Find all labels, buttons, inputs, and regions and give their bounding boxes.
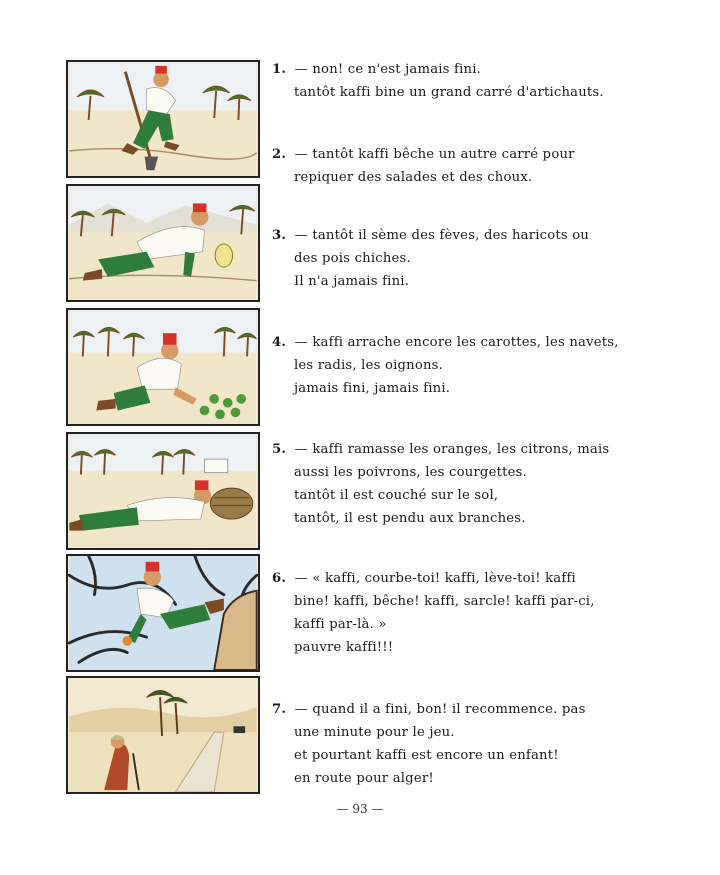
paragraph-line: en route pour alger! [294, 771, 434, 786]
paragraph-number: 3. [272, 228, 287, 243]
paragraph-5 [272, 438, 662, 530]
paragraph-line: — quand il a fini, bon! il recommence. pas [294, 702, 586, 717]
paragraph-6 [272, 567, 662, 659]
paragraph-number: 6. [272, 571, 287, 586]
paragraph-3 [272, 224, 662, 293]
illustration-lying [66, 432, 260, 550]
paragraph-line: — tantôt kaffi bêche un autre carré pour [294, 147, 575, 162]
paragraph-line: bine! kaffi, bêche! kaffi, sarcle! kaffi par-ci, [294, 594, 595, 609]
paragraph-line: des pois chiches. [294, 251, 411, 266]
paragraph-line: pauvre kaffi!!! [294, 640, 394, 655]
paragraph-line: — non! ce n'est jamais fini. [294, 62, 482, 77]
paragraph-line: kaffi par-là. » [294, 617, 387, 632]
paragraph-2 [272, 143, 662, 189]
paragraph-line: tantôt il est couché sur le sol, [294, 488, 499, 503]
man-lying-icon [68, 434, 258, 548]
illustration-road [66, 676, 260, 794]
man-in-tree-icon [68, 556, 258, 670]
illustration-digging [66, 60, 260, 178]
paragraph-number: 7. [272, 702, 287, 717]
illustration-tree [66, 554, 260, 672]
illustration-crawling [66, 184, 260, 302]
man-pulling-icon [68, 310, 258, 424]
man-crawling-icon [68, 186, 258, 300]
paragraph-line: tantôt kaffi bine un grand carré d'artichauts. [294, 85, 604, 100]
paragraph-number: 5. [272, 442, 287, 457]
paragraph-line: — « kaffi, courbe-toi! kaffi, lève-toi! kaffi [294, 571, 576, 586]
page-number: — 93 — [336, 802, 384, 816]
paragraph-number: 4. [272, 335, 287, 350]
man-walking-road-icon [68, 678, 258, 792]
paragraph-line: jamais fini, jamais fini. [294, 381, 451, 396]
paragraph-line: Il n'a jamais fini. [294, 274, 410, 289]
illustration-pulling [66, 308, 260, 426]
paragraph-line: et pourtant kaffi est encore un enfant! [294, 748, 559, 763]
paragraph-line: une minute pour le jeu. [294, 725, 455, 740]
paragraph-number: 2. [272, 147, 287, 162]
paragraph-line: — kaffi ramasse les oranges, les citrons, mais [294, 442, 610, 457]
paragraph-number: 1. [272, 62, 287, 77]
paragraph-line: repiquer des salades et des choux. [294, 170, 533, 185]
paragraph-line: — kaffi arrache encore les carottes, les navets, [294, 335, 619, 350]
paragraph-7 [272, 698, 662, 790]
paragraph-1 [272, 58, 662, 104]
man-digging-icon [68, 62, 258, 176]
paragraph-line: aussi les poivrons, les courgettes. [294, 465, 527, 480]
paragraph-4 [272, 331, 662, 400]
paragraph-line: tantôt, il est pendu aux branches. [294, 511, 526, 526]
paragraph-line: les radis, les oignons. [294, 358, 444, 373]
paragraph-line: — tantôt il sème des fèves, des haricots ou [294, 228, 590, 243]
